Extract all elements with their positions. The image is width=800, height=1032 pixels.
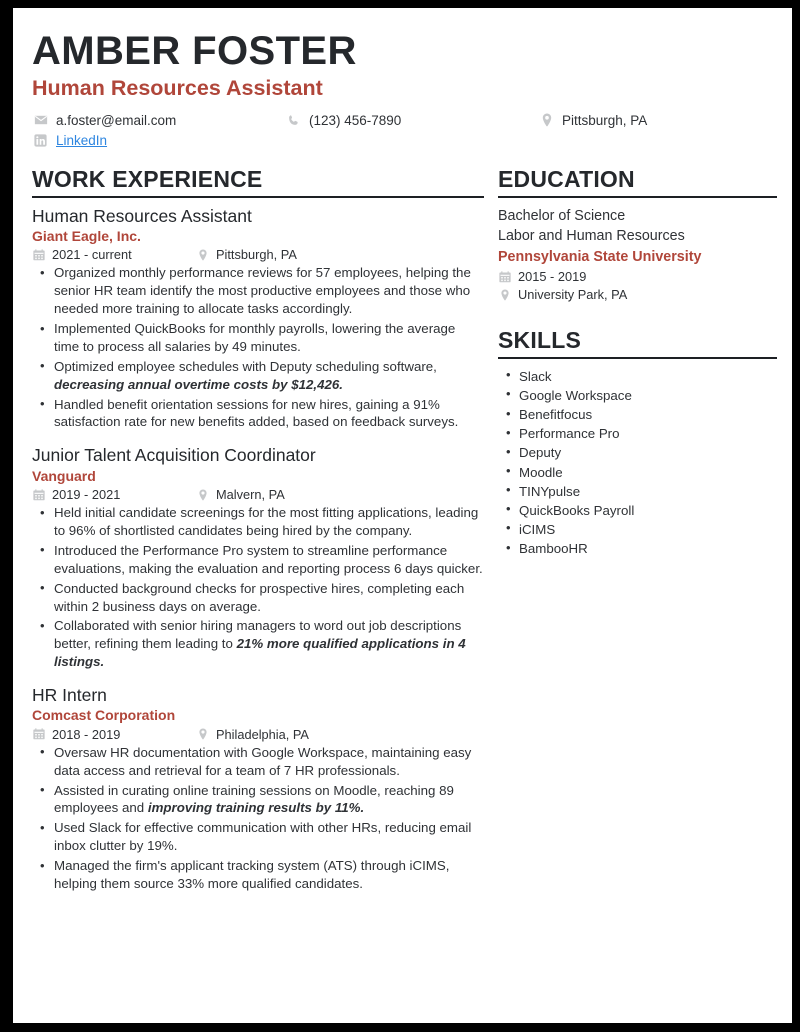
experience-company: Vanguard (32, 467, 96, 484)
skill-item: • Moodle (498, 463, 777, 482)
candidate-job-title: Human Resources Assistant (32, 76, 323, 101)
bullet-item: • Assisted in curating online training sessions on Moodle, reaching 89 employees and improving training results by 11%. (32, 782, 484, 818)
skills-list (498, 367, 777, 558)
envelope-icon (32, 113, 49, 127)
experience-dates (32, 487, 196, 502)
contact-row-secondary (32, 133, 773, 148)
work-experience-heading: WORK EXPERIENCE (32, 165, 263, 192)
calendar-icon (498, 271, 512, 283)
bullet-item: • Conducted background checks for prospective hires, completing each within 2 business days on average. (32, 580, 484, 616)
experience-job-title: Human Resources Assistant (32, 205, 252, 226)
calendar-icon (32, 728, 46, 740)
bullet-item: • Implemented QuickBooks for monthly payrolls, lowering the average time to process all salaries by 49 minutes. (32, 320, 484, 356)
experience-location (196, 727, 309, 742)
resume-body (32, 167, 773, 907)
contact-email[interactable] (32, 113, 285, 128)
skill-item: • Deputy (498, 443, 777, 462)
skill-item: • Google Workspace (498, 386, 777, 405)
map-pin-icon (196, 249, 210, 261)
linkedin-icon (32, 134, 49, 147)
education-field: Labor and Human Resources (498, 228, 685, 245)
experience-entry (32, 685, 484, 893)
work-experience-list (32, 206, 484, 893)
bullet-item: • Oversaw HR documentation with Google Workspace, maintaining easy data access and retrieval for a team of 7 HR professionals. (32, 744, 484, 780)
education-heading: EDUCATION (498, 165, 635, 192)
calendar-icon (32, 489, 46, 501)
experience-dates-text: 2018 - 2019 (52, 726, 121, 742)
map-pin-icon (196, 489, 210, 501)
map-pin-icon (538, 113, 555, 127)
education-location-text: University Park, PA (518, 286, 628, 302)
right-column (498, 167, 777, 907)
bullet-item: • Organized monthly performance reviews for 57 employees, helping the senior HR team identify the most productive employees and those who needed more training to allocate tasks accordingly. (32, 264, 484, 318)
bullet-emphasis: 21% more qualified applications in 4 listings. (54, 636, 466, 670)
contact-location (538, 113, 768, 128)
experience-job-title: Junior Talent Acquisition Coordinator (32, 445, 316, 466)
contact-row-primary (32, 113, 773, 128)
experience-company: Comcast Corporation (32, 707, 176, 724)
phone-icon (285, 114, 302, 127)
bullet-item: • Optimized employee schedules with Deputy scheduling software, decreasing annual overtime costs by $12,426. (32, 358, 484, 394)
map-pin-icon (498, 289, 512, 301)
experience-bullets (32, 264, 484, 431)
bullet-emphasis: decreasing annual overtime costs by $12,426. (54, 376, 343, 392)
skill-item: • iCIMS (498, 520, 777, 539)
education-section (498, 167, 777, 304)
linkedin-link[interactable]: LinkedIn (56, 132, 108, 148)
experience-bullets (32, 744, 484, 893)
experience-location (196, 247, 297, 262)
bullet-item: • Handled benefit orientation sessions for new hires, gaining a 91% satisfaction rate for new benefits added, based on feedback surveys. (32, 396, 484, 432)
left-column (32, 167, 498, 907)
education-school: Pennsylvania State University (498, 249, 702, 266)
experience-location-text: Pittsburgh, PA (216, 247, 297, 263)
bullet-item: • Held initial candidate screenings for the most fitting applications, leading to 96% of shortlisted candidates being hired by the company. (32, 504, 484, 540)
education-degree: Bachelor of Science (498, 207, 626, 224)
contact-linkedin[interactable] (32, 133, 285, 148)
skill-item: • Slack (498, 367, 777, 386)
resume-page (13, 8, 792, 1023)
map-pin-icon (196, 728, 210, 740)
section-divider (32, 196, 484, 198)
experience-meta (32, 727, 484, 742)
experience-location (196, 487, 285, 502)
contact-email-text: a.foster@email.com (56, 112, 177, 128)
education-location (498, 286, 777, 304)
skill-item: • BambooHR (498, 539, 777, 558)
experience-location-text: Philadelphia, PA (216, 726, 309, 742)
experience-dates-text: 2019 - 2021 (52, 487, 121, 503)
experience-location-text: Malvern, PA (216, 487, 285, 503)
experience-company: Giant Eagle, Inc. (32, 227, 141, 244)
skill-item: • TINYpulse (498, 482, 777, 501)
experience-dates-text: 2021 - current (52, 247, 132, 263)
bullet-item: • Collaborated with senior hiring managers to word out job descriptions better, refining them leading to 21% more qualified applications in 4 listings. (32, 617, 484, 671)
experience-entry (32, 206, 484, 432)
contact-location-text: Pittsburgh, PA (562, 112, 648, 128)
bullet-item: • Used Slack for effective communication with other HRs, reducing email inbox clutter by 19%. (32, 819, 484, 855)
bullet-item: • Introduced the Performance Pro system to streamline performance evaluations, making the evaluation and reporting process 6 days quicker. (32, 542, 484, 578)
skills-section (498, 328, 777, 558)
calendar-icon (32, 249, 46, 261)
experience-job-title: HR Intern (32, 685, 107, 706)
bullet-emphasis: improving training results by 11%. (147, 800, 365, 816)
experience-dates (32, 247, 196, 262)
education-dates-text: 2015 - 2019 (518, 268, 587, 284)
skill-item: • Performance Pro (498, 424, 777, 443)
experience-entry (32, 445, 484, 671)
candidate-name: AMBER FOSTER (32, 29, 357, 73)
contact-phone-text: (123) 456-7890 (309, 112, 402, 128)
skills-heading: SKILLS (498, 327, 581, 354)
experience-dates (32, 727, 196, 742)
bullet-item: • Managed the firm's applicant tracking system (ATS) through iCIMS, helping them source 33% more qualified candidates. (32, 857, 484, 893)
experience-bullets (32, 504, 484, 671)
skill-item: • QuickBooks Payroll (498, 501, 777, 520)
skill-item: • Benefitfocus (498, 405, 777, 424)
contact-phone[interactable] (285, 113, 538, 128)
section-divider (498, 357, 777, 359)
education-dates (498, 268, 777, 286)
resume-header (32, 30, 773, 148)
section-divider (498, 196, 777, 198)
experience-meta (32, 487, 484, 502)
experience-meta (32, 247, 484, 262)
